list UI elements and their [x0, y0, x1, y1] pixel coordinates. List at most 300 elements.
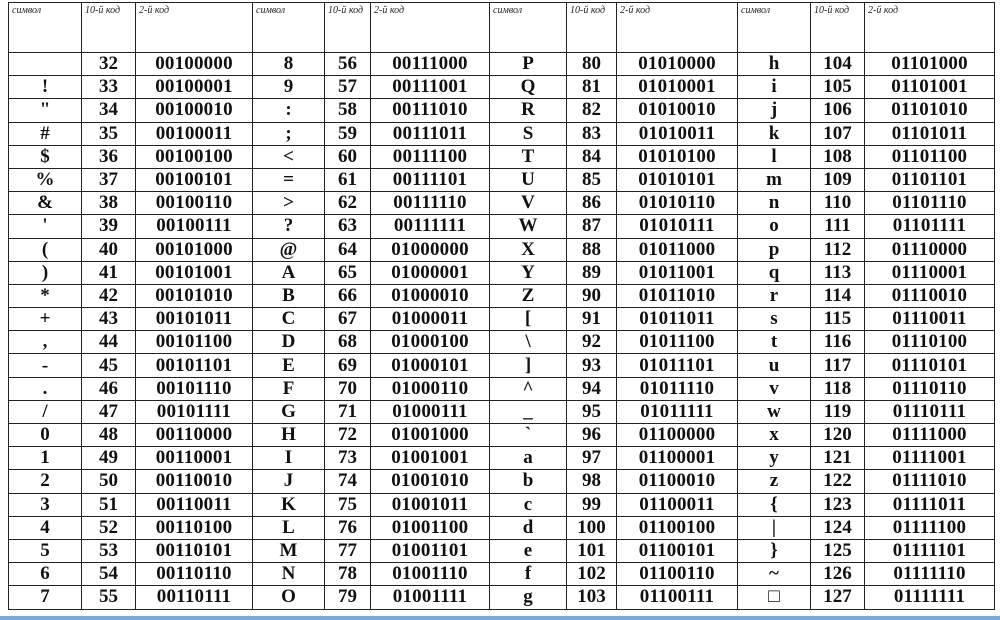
binary-code-cell: 01100011 — [617, 493, 738, 516]
symbol-cell: ; — [253, 122, 325, 145]
decimal-code-cell: 38 — [82, 192, 136, 215]
symbol-cell: + — [9, 308, 82, 331]
header-binary: 2-й код — [136, 3, 253, 53]
table-row — [9, 377, 995, 400]
decimal-code-cell: 103 — [567, 586, 617, 609]
symbol-cell: J — [253, 470, 325, 493]
binary-code-cell: 01010101 — [617, 168, 738, 191]
header-binary: 2-й код — [865, 3, 995, 53]
symbol-cell: □ — [738, 586, 811, 609]
symbol-cell: k — [738, 122, 811, 145]
symbol-cell: G — [253, 400, 325, 423]
decimal-code-cell: 113 — [811, 261, 865, 284]
decimal-code-cell: 58 — [325, 99, 371, 122]
symbol-cell: w — [738, 400, 811, 423]
decimal-code-cell: 77 — [325, 539, 371, 562]
symbol-cell: : — [253, 99, 325, 122]
ascii-code-table — [8, 2, 995, 610]
binary-code-cell: 01011010 — [617, 284, 738, 307]
decimal-code-cell: 99 — [567, 493, 617, 516]
decimal-code-cell: 66 — [325, 284, 371, 307]
binary-code-cell: 00101110 — [136, 377, 253, 400]
binary-code-cell: 00110111 — [136, 586, 253, 609]
symbol-cell: N — [253, 563, 325, 586]
decimal-code-cell: 71 — [325, 400, 371, 423]
symbol-cell: 2 — [9, 470, 82, 493]
decimal-code-cell: 87 — [567, 215, 617, 238]
symbol-cell: Y — [490, 261, 567, 284]
symbol-cell: D — [253, 331, 325, 354]
decimal-code-cell: 127 — [811, 586, 865, 609]
decimal-code-cell: 91 — [567, 308, 617, 331]
symbol-cell: & — [9, 192, 82, 215]
decimal-code-cell: 46 — [82, 377, 136, 400]
binary-code-cell: 01001011 — [371, 493, 490, 516]
table-row — [9, 447, 995, 470]
binary-code-cell: 01101011 — [865, 122, 995, 145]
binary-code-cell: 01011001 — [617, 261, 738, 284]
decimal-code-cell: 60 — [325, 145, 371, 168]
binary-code-cell: 01101110 — [865, 192, 995, 215]
binary-code-cell: 01010001 — [617, 76, 738, 99]
symbol-cell: * — [9, 284, 82, 307]
binary-code-cell: 01100110 — [617, 563, 738, 586]
symbol-cell: r — [738, 284, 811, 307]
table-row — [9, 586, 995, 609]
decimal-code-cell: 69 — [325, 354, 371, 377]
decimal-code-cell: 112 — [811, 238, 865, 261]
header-decimal: 10-й код — [82, 3, 136, 53]
binary-code-cell: 01100100 — [617, 516, 738, 539]
symbol-cell: 8 — [253, 53, 325, 76]
binary-code-cell: 01011100 — [617, 331, 738, 354]
header-row — [9, 3, 995, 53]
decimal-code-cell: 32 — [82, 53, 136, 76]
decimal-code-cell: 62 — [325, 192, 371, 215]
binary-code-cell: 00110100 — [136, 516, 253, 539]
table-row — [9, 424, 995, 447]
decimal-code-cell: 79 — [325, 586, 371, 609]
symbol-cell: ] — [490, 354, 567, 377]
decimal-code-cell: 42 — [82, 284, 136, 307]
table-row — [9, 354, 995, 377]
table-body — [9, 53, 995, 610]
decimal-code-cell: 95 — [567, 400, 617, 423]
binary-code-cell: 00111101 — [371, 168, 490, 191]
decimal-code-cell: 105 — [811, 76, 865, 99]
symbol-cell: M — [253, 539, 325, 562]
header-symbol: символ — [9, 3, 82, 53]
decimal-code-cell: 82 — [567, 99, 617, 122]
decimal-code-cell: 75 — [325, 493, 371, 516]
binary-code-cell: 01011111 — [617, 400, 738, 423]
decimal-code-cell: 118 — [811, 377, 865, 400]
symbol-cell: n — [738, 192, 811, 215]
symbol-cell: g — [490, 586, 567, 609]
binary-code-cell: 01100010 — [617, 470, 738, 493]
symbol-cell: i — [738, 76, 811, 99]
decimal-code-cell: 36 — [82, 145, 136, 168]
symbol-cell: b — [490, 470, 567, 493]
symbol-cell: H — [253, 424, 325, 447]
decimal-code-cell: 114 — [811, 284, 865, 307]
table-row — [9, 284, 995, 307]
symbol-cell: ` — [490, 424, 567, 447]
binary-code-cell: 01101111 — [865, 215, 995, 238]
symbol-cell: f — [490, 563, 567, 586]
binary-code-cell: 00101100 — [136, 331, 253, 354]
decimal-code-cell: 47 — [82, 400, 136, 423]
symbol-cell: ? — [253, 215, 325, 238]
symbol-cell: < — [253, 145, 325, 168]
decimal-code-cell: 52 — [82, 516, 136, 539]
symbol-cell: y — [738, 447, 811, 470]
table-row — [9, 261, 995, 284]
table-row — [9, 145, 995, 168]
symbol-cell: " — [9, 99, 82, 122]
binary-code-cell: 01010011 — [617, 122, 738, 145]
symbol-cell: v — [738, 377, 811, 400]
decimal-code-cell: 92 — [567, 331, 617, 354]
binary-code-cell: 01010100 — [617, 145, 738, 168]
table-row — [9, 99, 995, 122]
binary-code-cell: 01111101 — [865, 539, 995, 562]
decimal-code-cell: 81 — [567, 76, 617, 99]
symbol-cell: ( — [9, 238, 82, 261]
decimal-code-cell: 80 — [567, 53, 617, 76]
decimal-code-cell: 119 — [811, 400, 865, 423]
header-binary: 2-й код — [617, 3, 738, 53]
symbol-cell: ) — [9, 261, 82, 284]
decimal-code-cell: 48 — [82, 424, 136, 447]
binary-code-cell: 01000100 — [371, 331, 490, 354]
binary-code-cell: 01111011 — [865, 493, 995, 516]
binary-code-cell: 01110110 — [865, 377, 995, 400]
symbol-cell: E — [253, 354, 325, 377]
binary-code-cell: 00111110 — [371, 192, 490, 215]
decimal-code-cell: 67 — [325, 308, 371, 331]
binary-code-cell: 01101000 — [865, 53, 995, 76]
binary-code-cell: 01111010 — [865, 470, 995, 493]
binary-code-cell: 01101100 — [865, 145, 995, 168]
symbol-cell: S — [490, 122, 567, 145]
decimal-code-cell: 106 — [811, 99, 865, 122]
decimal-code-cell: 125 — [811, 539, 865, 562]
binary-code-cell: 01000001 — [371, 261, 490, 284]
decimal-code-cell: 40 — [82, 238, 136, 261]
symbol-cell: / — [9, 400, 82, 423]
symbol-cell: | — [738, 516, 811, 539]
binary-code-cell: 01101101 — [865, 168, 995, 191]
binary-code-cell: 00100000 — [136, 53, 253, 76]
symbol-cell: z — [738, 470, 811, 493]
symbol-cell: m — [738, 168, 811, 191]
table-row — [9, 470, 995, 493]
binary-code-cell: 01111110 — [865, 563, 995, 586]
decimal-code-cell: 123 — [811, 493, 865, 516]
decimal-code-cell: 117 — [811, 354, 865, 377]
table-row — [9, 493, 995, 516]
symbol-cell: d — [490, 516, 567, 539]
decimal-code-cell: 72 — [325, 424, 371, 447]
decimal-code-cell: 57 — [325, 76, 371, 99]
binary-code-cell: 01001010 — [371, 470, 490, 493]
table-row — [9, 76, 995, 99]
symbol-cell: O — [253, 586, 325, 609]
decimal-code-cell: 102 — [567, 563, 617, 586]
symbol-cell: s — [738, 308, 811, 331]
binary-code-cell: 01011101 — [617, 354, 738, 377]
symbol-cell: - — [9, 354, 82, 377]
decimal-code-cell: 64 — [325, 238, 371, 261]
decimal-code-cell: 35 — [82, 122, 136, 145]
header-decimal: 10-й код — [567, 3, 617, 53]
table-row — [9, 53, 995, 76]
symbol-cell: o — [738, 215, 811, 238]
binary-code-cell: 01001000 — [371, 424, 490, 447]
symbol-cell: R — [490, 99, 567, 122]
decimal-code-cell: 116 — [811, 331, 865, 354]
binary-code-cell: 01000010 — [371, 284, 490, 307]
binary-code-cell: 01110010 — [865, 284, 995, 307]
symbol-cell: % — [9, 168, 82, 191]
binary-code-cell: 01011011 — [617, 308, 738, 331]
decimal-code-cell: 59 — [325, 122, 371, 145]
binary-code-cell: 00100111 — [136, 215, 253, 238]
binary-code-cell: 01011110 — [617, 377, 738, 400]
binary-code-cell: 01010010 — [617, 99, 738, 122]
header-symbol: символ — [738, 3, 811, 53]
symbol-cell: 5 — [9, 539, 82, 562]
table-row — [9, 192, 995, 215]
header-binary: 2-й код — [371, 3, 490, 53]
binary-code-cell: 00100100 — [136, 145, 253, 168]
binary-code-cell: 01001110 — [371, 563, 490, 586]
binary-code-cell: 00101001 — [136, 261, 253, 284]
decimal-code-cell: 61 — [325, 168, 371, 191]
binary-code-cell: 01000110 — [371, 377, 490, 400]
symbol-cell: = — [253, 168, 325, 191]
symbol-cell: 4 — [9, 516, 82, 539]
binary-code-cell: 00101011 — [136, 308, 253, 331]
symbol-cell: t — [738, 331, 811, 354]
table-row — [9, 539, 995, 562]
symbol-cell: B — [253, 284, 325, 307]
binary-code-cell: 00111010 — [371, 99, 490, 122]
symbol-cell: } — [738, 539, 811, 562]
symbol-cell: { — [738, 493, 811, 516]
decimal-code-cell: 68 — [325, 331, 371, 354]
symbol-cell: 9 — [253, 76, 325, 99]
table-row — [9, 563, 995, 586]
decimal-code-cell: 83 — [567, 122, 617, 145]
symbol-cell: c — [490, 493, 567, 516]
binary-code-cell: 00100011 — [136, 122, 253, 145]
decimal-code-cell: 110 — [811, 192, 865, 215]
table-row — [9, 168, 995, 191]
binary-code-cell: 01010000 — [617, 53, 738, 76]
symbol-cell: p — [738, 238, 811, 261]
decimal-code-cell: 49 — [82, 447, 136, 470]
decimal-code-cell: 124 — [811, 516, 865, 539]
symbol-cell: 3 — [9, 493, 82, 516]
symbol-cell: q — [738, 261, 811, 284]
binary-code-cell: 01110101 — [865, 354, 995, 377]
decimal-code-cell: 65 — [325, 261, 371, 284]
symbol-cell: j — [738, 99, 811, 122]
binary-code-cell: 00111100 — [371, 145, 490, 168]
symbol-cell: ^ — [490, 377, 567, 400]
symbol-cell: Q — [490, 76, 567, 99]
decimal-code-cell: 101 — [567, 539, 617, 562]
symbol-cell: l — [738, 145, 811, 168]
symbol-cell: P — [490, 53, 567, 76]
binary-code-cell: 00110101 — [136, 539, 253, 562]
decimal-code-cell: 100 — [567, 516, 617, 539]
binary-code-cell: 00101101 — [136, 354, 253, 377]
symbol-cell: ! — [9, 76, 82, 99]
binary-code-cell: 01000111 — [371, 400, 490, 423]
binary-code-cell: 01000101 — [371, 354, 490, 377]
decimal-code-cell: 74 — [325, 470, 371, 493]
decimal-code-cell: 50 — [82, 470, 136, 493]
symbol-cell: X — [490, 238, 567, 261]
symbol-cell: 1 — [9, 447, 82, 470]
binary-code-cell: 01110000 — [865, 238, 995, 261]
decimal-code-cell: 53 — [82, 539, 136, 562]
symbol-cell: L — [253, 516, 325, 539]
binary-code-cell: 00101010 — [136, 284, 253, 307]
decimal-code-cell: 56 — [325, 53, 371, 76]
binary-code-cell: 01110001 — [865, 261, 995, 284]
symbol-cell: 0 — [9, 424, 82, 447]
symbol-cell: 7 — [9, 586, 82, 609]
binary-code-cell: 01000000 — [371, 238, 490, 261]
decimal-code-cell: 108 — [811, 145, 865, 168]
binary-code-cell: 01001111 — [371, 586, 490, 609]
binary-code-cell: 00110010 — [136, 470, 253, 493]
decimal-code-cell: 107 — [811, 122, 865, 145]
binary-code-cell: 01110100 — [865, 331, 995, 354]
binary-code-cell: 01100101 — [617, 539, 738, 562]
decimal-code-cell: 115 — [811, 308, 865, 331]
decimal-code-cell: 98 — [567, 470, 617, 493]
binary-code-cell: 00100110 — [136, 192, 253, 215]
binary-code-cell: 00100010 — [136, 99, 253, 122]
binary-code-cell: 01000011 — [371, 308, 490, 331]
binary-code-cell: 00111011 — [371, 122, 490, 145]
decimal-code-cell: 90 — [567, 284, 617, 307]
binary-code-cell: 01001001 — [371, 447, 490, 470]
binary-code-cell: 00101111 — [136, 400, 253, 423]
binary-code-cell: 01111001 — [865, 447, 995, 470]
decimal-code-cell: 78 — [325, 563, 371, 586]
decimal-code-cell: 43 — [82, 308, 136, 331]
decimal-code-cell: 86 — [567, 192, 617, 215]
symbol-cell: [ — [490, 308, 567, 331]
symbol-cell: h — [738, 53, 811, 76]
table-row — [9, 308, 995, 331]
table-row — [9, 331, 995, 354]
symbol-cell: # — [9, 122, 82, 145]
symbol-cell: ~ — [738, 563, 811, 586]
decimal-code-cell: 84 — [567, 145, 617, 168]
decimal-code-cell: 39 — [82, 215, 136, 238]
symbol-cell: @ — [253, 238, 325, 261]
binary-code-cell: 01111000 — [865, 424, 995, 447]
binary-code-cell: 00110000 — [136, 424, 253, 447]
table-row — [9, 215, 995, 238]
binary-code-cell: 01010111 — [617, 215, 738, 238]
decimal-code-cell: 33 — [82, 76, 136, 99]
binary-code-cell: 01100000 — [617, 424, 738, 447]
binary-code-cell: 01001100 — [371, 516, 490, 539]
decimal-code-cell: 41 — [82, 261, 136, 284]
binary-code-cell: 01111100 — [865, 516, 995, 539]
symbol-cell: > — [253, 192, 325, 215]
decimal-code-cell: 73 — [325, 447, 371, 470]
symbol-cell: Z — [490, 284, 567, 307]
decimal-code-cell: 51 — [82, 493, 136, 516]
symbol-cell — [9, 53, 82, 76]
symbol-cell: W — [490, 215, 567, 238]
table-row — [9, 400, 995, 423]
header-decimal: 10-й код — [811, 3, 865, 53]
symbol-cell: . — [9, 377, 82, 400]
binary-code-cell: 00101000 — [136, 238, 253, 261]
table-row — [9, 122, 995, 145]
decimal-code-cell: 44 — [82, 331, 136, 354]
binary-code-cell: 01101001 — [865, 76, 995, 99]
decimal-code-cell: 76 — [325, 516, 371, 539]
decimal-code-cell: 89 — [567, 261, 617, 284]
table-row — [9, 238, 995, 261]
binary-code-cell: 01110111 — [865, 400, 995, 423]
binary-code-cell: 00110001 — [136, 447, 253, 470]
header-decimal: 10-й код — [325, 3, 371, 53]
binary-code-cell: 01110011 — [865, 308, 995, 331]
binary-code-cell: 01010110 — [617, 192, 738, 215]
decimal-code-cell: 70 — [325, 377, 371, 400]
symbol-cell: U — [490, 168, 567, 191]
decimal-code-cell: 94 — [567, 377, 617, 400]
decimal-code-cell: 34 — [82, 99, 136, 122]
symbol-cell: F — [253, 377, 325, 400]
symbol-cell: V — [490, 192, 567, 215]
decimal-code-cell: 126 — [811, 563, 865, 586]
header-symbol: символ — [490, 3, 567, 53]
symbol-cell: K — [253, 493, 325, 516]
symbol-cell: x — [738, 424, 811, 447]
symbol-cell: $ — [9, 145, 82, 168]
symbol-cell: u — [738, 354, 811, 377]
symbol-cell: I — [253, 447, 325, 470]
decimal-code-cell: 37 — [82, 168, 136, 191]
decimal-code-cell: 93 — [567, 354, 617, 377]
symbol-cell: a — [490, 447, 567, 470]
decimal-code-cell: 120 — [811, 424, 865, 447]
decimal-code-cell: 96 — [567, 424, 617, 447]
binary-code-cell: 00100101 — [136, 168, 253, 191]
decimal-code-cell: 111 — [811, 215, 865, 238]
table-row — [9, 516, 995, 539]
header-symbol: символ — [253, 3, 325, 53]
decimal-code-cell: 88 — [567, 238, 617, 261]
binary-code-cell: 00110011 — [136, 493, 253, 516]
decimal-code-cell: 55 — [82, 586, 136, 609]
symbol-cell: _ — [490, 400, 567, 423]
decimal-code-cell: 97 — [567, 447, 617, 470]
